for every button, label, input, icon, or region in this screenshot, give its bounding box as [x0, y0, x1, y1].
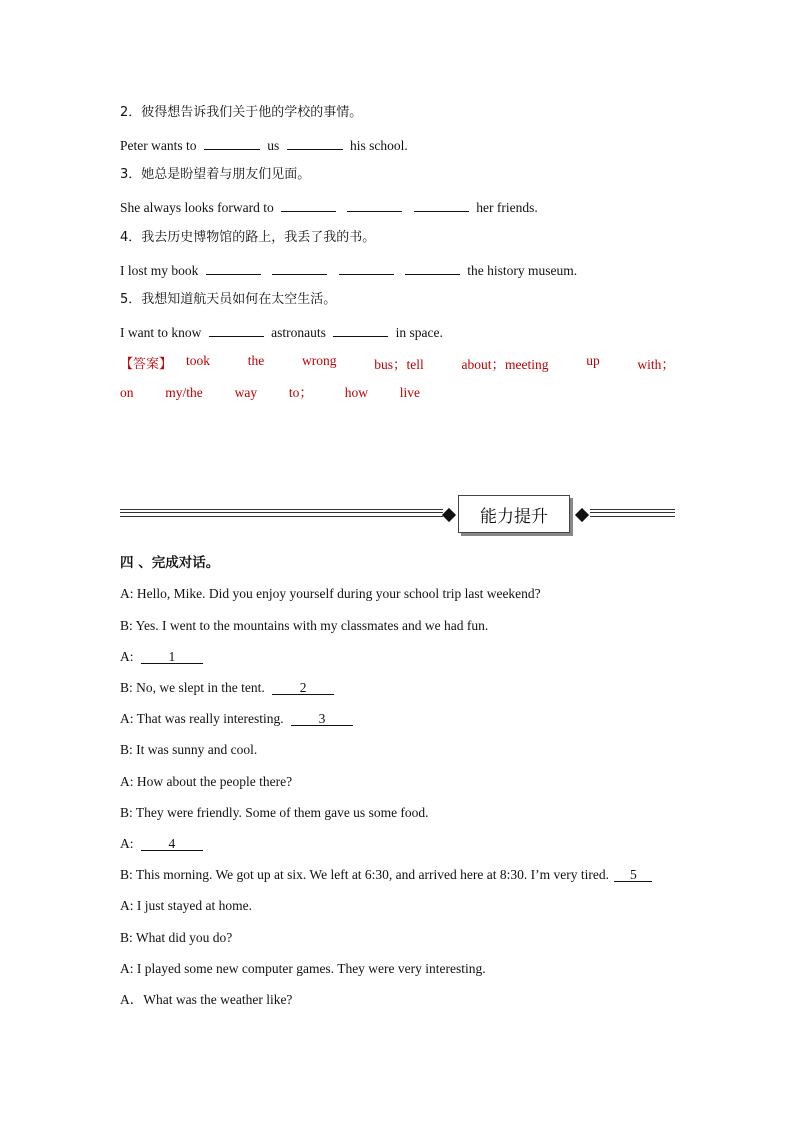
dialogue-line — [120, 679, 334, 697]
answer-word: about；meeting — [461, 357, 549, 372]
answer-word: bus；tell — [374, 357, 424, 372]
dialogue-line: A: I played some new computer games. They were very interesting. — [120, 961, 486, 976]
dialogue-line: A: I just stayed at home. — [120, 898, 252, 913]
sentence-text: in space. — [395, 325, 443, 340]
answer-label: 【答案】 — [120, 357, 173, 372]
dialogue-line: B: They were friendly. Some of them gave us some food. — [120, 805, 429, 820]
answer-blank[interactable] — [339, 260, 394, 275]
sentence-text: his school. — [350, 138, 408, 153]
answer-blank[interactable] — [281, 197, 336, 212]
banner-label: 能力提升 — [458, 495, 570, 533]
answer-blank[interactable] — [414, 197, 469, 212]
question-4-cn: 4．我去历史博物馆的路上，我丢了我的书。 — [120, 230, 376, 245]
answer-row-2 — [120, 384, 420, 402]
sentence-text: She always looks forward to — [120, 200, 274, 215]
question-2-en — [120, 135, 408, 155]
answer-blank[interactable] — [206, 260, 261, 275]
answer-blank[interactable] — [287, 135, 343, 150]
dialogue-line: B: What did you do? — [120, 930, 233, 945]
answer-word: my/the — [165, 385, 203, 400]
answer-word: way — [234, 385, 258, 400]
dialogue-line — [120, 866, 652, 884]
sentence-text: her friends. — [476, 200, 538, 215]
answer-word: took — [186, 353, 211, 368]
answer-blank[interactable] — [272, 260, 327, 275]
answer-word: to； — [288, 385, 313, 400]
answer-word: with； — [637, 357, 675, 372]
diamond-icon — [442, 508, 456, 522]
question-5-cn: 5．我想知道航天员如何在太空生活。 — [120, 292, 337, 307]
answer-blank[interactable] — [405, 260, 460, 275]
dialogue-line: B: It was sunny and cool. — [120, 742, 258, 757]
dialogue-line — [120, 710, 353, 728]
answer-blank[interactable] — [347, 197, 402, 212]
question-3-cn: 3．她总是盼望着与朋友们见面。 — [120, 167, 311, 182]
banner-rule-right — [590, 509, 675, 517]
dialogue-text: A: That was really interesting. — [120, 711, 284, 726]
section-banner — [120, 495, 675, 535]
banner-rule-left — [120, 509, 443, 517]
question-2-cn: 2．彼得想告诉我们关于他的学校的事情。 — [120, 105, 363, 120]
answer-word: wrong — [302, 353, 337, 368]
sentence-text: I lost my book — [120, 263, 199, 278]
answer-word: on — [120, 385, 134, 400]
speaker-label: A: — [120, 649, 134, 664]
speaker-label: A: — [120, 836, 134, 851]
answer-word: live — [399, 385, 420, 400]
answer-word: up — [586, 353, 600, 368]
dialogue-line — [120, 835, 203, 853]
answer-row-1 — [120, 353, 675, 373]
answer-blank[interactable] — [333, 322, 388, 337]
answer-blank[interactable] — [204, 135, 260, 150]
dialogue-text: B: No, we slept in the tent. — [120, 680, 265, 695]
numbered-blank-1[interactable]: 1 — [141, 648, 203, 664]
answer-blank[interactable] — [209, 322, 264, 337]
dialogue-text: B: This morning. We got up at six. We left at 6:30, and arrived here at 8:30. I’m very tired. — [120, 867, 609, 882]
sentence-text: the history museum. — [467, 263, 578, 278]
diamond-icon — [575, 508, 589, 522]
question-5-en — [120, 322, 443, 342]
numbered-blank-3[interactable]: 3 — [291, 710, 353, 726]
option-line: A．What was the weather like? — [120, 992, 293, 1007]
answer-word: the — [247, 353, 265, 368]
dialogue-line: A: How about the people there? — [120, 774, 293, 789]
question-4-en — [120, 260, 577, 280]
dialogue-line — [120, 648, 203, 666]
numbered-blank-5[interactable]: 5 — [614, 866, 652, 882]
answer-word: how — [344, 385, 368, 400]
sentence-text: Peter wants to — [120, 138, 197, 153]
section-title: 四 、完成对话。 — [120, 555, 220, 571]
numbered-blank-4[interactable]: 4 — [141, 835, 203, 851]
dialogue-line: A: Hello, Mike. Did you enjoy yourself during your school trip last weekend? — [120, 586, 541, 601]
numbered-blank-2[interactable]: 2 — [272, 679, 334, 695]
sentence-text: I want to know — [120, 325, 202, 340]
dialogue-line: B: Yes. I went to the mountains with my classmates and we had fun. — [120, 618, 489, 633]
sentence-text: astronauts — [271, 325, 326, 340]
sentence-text: us — [267, 138, 280, 153]
question-3-en — [120, 197, 538, 217]
